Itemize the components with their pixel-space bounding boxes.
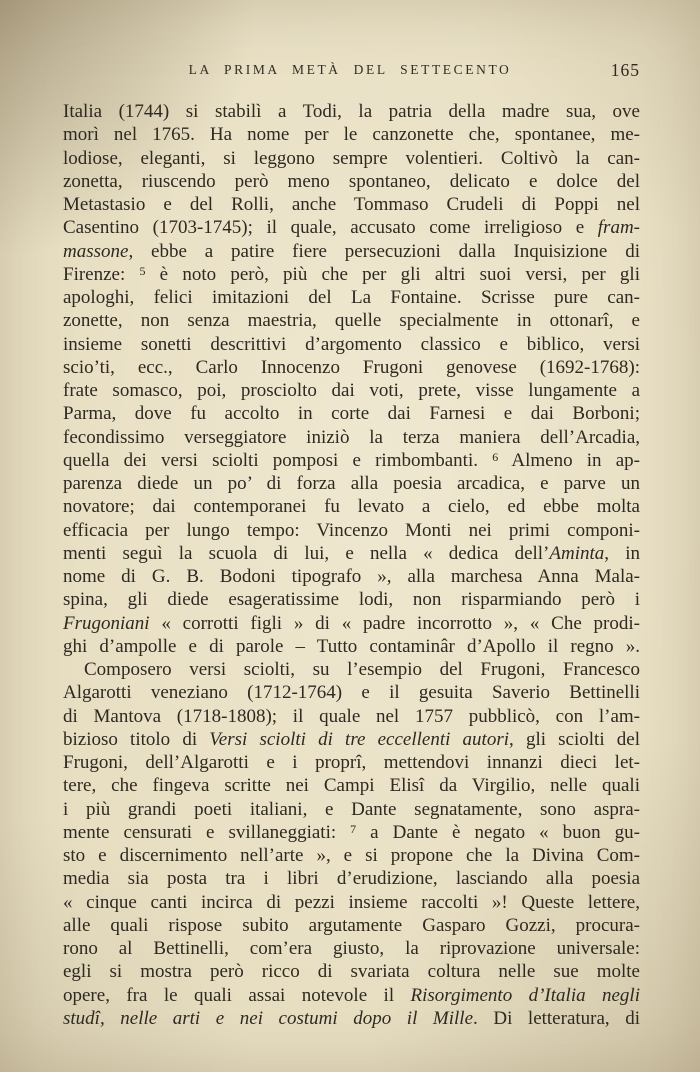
text-segment: Almeno in ap- — [498, 449, 641, 471]
text-segment: tere, che fingeva scritte nei Campi Elisî da Virgilio, nelle quali — [63, 775, 640, 797]
text-segment: , gli sciolti del — [509, 728, 640, 750]
italic-text: Aminta — [549, 542, 605, 564]
text-line — [63, 635, 640, 658]
text-line — [63, 728, 640, 751]
text-segment: Algarotti veneziano (1712-1764) e il gesuita Saverio Bettinelli — [63, 682, 640, 704]
text-line — [63, 867, 640, 890]
text-line — [63, 472, 640, 495]
italic-text: fram- — [597, 217, 640, 239]
footnote-marker: 6 — [492, 449, 499, 464]
text-line — [63, 495, 640, 518]
text-segment: frate somasco, poi, prosciolto dai voti, prete, visse lungamente a — [63, 380, 640, 401]
text-line — [63, 844, 640, 867]
text-segment: fecondissimo verseggiatore iniziò la terza maniera dell’Arcadia, — [63, 426, 640, 448]
text-segment: , ebbe a patire fiere persecuzioni dalla Inquisizione di — [128, 240, 640, 262]
text-line — [63, 1007, 640, 1030]
text-line — [63, 263, 640, 286]
text-line — [63, 658, 640, 681]
text-line — [63, 984, 640, 1007]
italic-text: Frugoniani — [63, 612, 150, 634]
text-line — [63, 588, 640, 611]
text-segment: zonette, non senza maestria, quelle specialmente in ottonarî, e — [63, 310, 640, 332]
text-line — [63, 542, 640, 565]
footnote-marker: 7 — [350, 821, 357, 836]
text-line — [63, 519, 640, 542]
text-segment: efficacia per lungo tempo: Vincenzo Monti nei primi componi- — [63, 519, 640, 541]
text-line — [63, 960, 640, 983]
text-segment: è noto però, più che per gli altri suoi versi, per gli — [145, 263, 640, 285]
text-segment: Metastasio e del Rolli, anche Tommaso Crudeli di Poppi nel — [63, 194, 640, 215]
text-segment: Frugoni, dell’Algarotti e i proprî, mettendovi innanzi dieci let- — [63, 752, 640, 773]
text-segment: media sia posta tra i libri d’erudizione, lasciando alla poesia — [63, 868, 640, 890]
text-segment: i più grandi poeti italiani, e Dante segnatamente, sono aspra- — [63, 798, 640, 820]
text-segment: apologhi, felici imitazioni del La Fontaine. Scrisse pure can- — [63, 287, 640, 308]
text-segment: morì nel 1765. Ha nome per le canzonette che, spontanee, me- — [63, 124, 640, 146]
text-segment: parenza diede un po’ di forza alla poesia arcadica, e parve un — [63, 473, 640, 494]
text-line — [63, 216, 640, 239]
text-line — [63, 681, 640, 704]
italic-text: massone — [63, 240, 129, 262]
text-line — [63, 240, 640, 263]
text-segment: Casentino (1703-1745); il quale, accusato come irreligioso e — [63, 217, 598, 239]
text-segment: Italia (1744) si stabilì a Todi, la patria della madre sua, ove — [63, 101, 640, 122]
text-line — [63, 123, 640, 146]
text-segment: quella dei versi sciolti pomposi e rimbombanti. — [63, 449, 493, 471]
text-segment: di Mantova (1718-1808); il quale nel 1757 pubblicò, con l’am- — [63, 705, 640, 727]
text-line — [63, 402, 640, 425]
text-segment: novatore; dai contemporanei fu levato a cielo, ed ebbe molta — [63, 496, 640, 518]
text-segment: spina, gli diede esageratissime lodi, non risparmiando però i — [63, 589, 640, 611]
text-line — [63, 705, 640, 728]
text-segment: sto e discernimento nell’arte », e si propone che la Divina Com- — [63, 845, 640, 866]
text-segment: insieme sonetti descrittivi d’argomento classico e biblico, versi — [63, 333, 640, 355]
text-line — [63, 193, 640, 216]
text-segment: mente censurati e svillaneggiati: — [63, 821, 351, 843]
text-segment: ghi d’ampolle e di parole – Tutto contaminâr d’Apollo il regno ». — [63, 635, 640, 657]
text-segment: scio’ti, ecc., Carlo Innocenzo Frugoni genovese (1692-1768): — [63, 356, 640, 378]
italic-text: Risorgimento d’Italia negli — [410, 984, 640, 1006]
paragraph — [63, 658, 640, 1030]
text-segment: zonetta, riuscendo però meno spontaneo, delicato e dolce del — [63, 170, 640, 192]
text-line — [63, 426, 640, 449]
text-line — [63, 356, 640, 379]
italic-text: studî, nelle arti e nei costumi dopo il Mille — [63, 1007, 474, 1029]
running-title: LA PRIMA METÀ DEL SETTECENTO — [188, 62, 512, 77]
text-line — [63, 170, 640, 193]
text-segment: lodiose, eleganti, si leggono sempre volentieri. Coltivò la can- — [63, 147, 640, 169]
text-segment: , in — [604, 542, 641, 564]
text-line — [63, 798, 640, 821]
text-segment: alle quali rispose subito argutamente Gasparo Gozzi, procura- — [63, 914, 640, 936]
text-line — [63, 774, 640, 797]
text-line — [63, 612, 640, 635]
text-segment: « cinque canti incirca di pezzi insieme raccolti »! Queste lettere, — [63, 891, 640, 913]
paragraph — [63, 100, 640, 658]
text-segment: . Di letteratura, di — [473, 1007, 641, 1029]
text-segment: rono al Bettinelli, com’era giusto, la riprovazione universale: — [63, 938, 640, 959]
text-segment: bizioso titolo di — [63, 728, 210, 750]
text-segment: nome di G. B. Bodoni tipografo », alla marchesa Anna Mala- — [63, 566, 640, 587]
text-line — [63, 286, 640, 309]
text-segment: Parma, dove fu accolto in corte dai Farnesi e dai Borboni; — [63, 403, 640, 425]
text-line — [63, 100, 640, 123]
text-segment: Firenze: — [63, 263, 140, 285]
text-line — [63, 333, 640, 356]
text-block — [63, 100, 640, 1030]
text-line — [63, 147, 640, 170]
running-head — [60, 62, 640, 84]
text-line — [63, 565, 640, 588]
text-segment: « corrotti figli » di « padre incorrotto », « Che prodi- — [149, 612, 640, 634]
text-segment: opere, fra le quali assai notevole il — [63, 984, 411, 1006]
text-line — [63, 751, 640, 774]
italic-text: Versi sciolti di tre eccellenti autori — [209, 728, 510, 750]
page-number: 165 — [610, 60, 640, 80]
text-segment: Composero versi sciolti, su l’esempio del Frugoni, Francesco — [84, 659, 640, 680]
text-line — [63, 937, 640, 960]
text-line — [63, 914, 640, 937]
text-line — [63, 891, 640, 914]
text-segment: menti seguì la scuola di lui, e nella « dedica dell’ — [63, 542, 550, 564]
text-line — [63, 309, 640, 332]
text-line — [63, 821, 640, 844]
text-segment: a Dante è negato « buon gu- — [356, 821, 640, 843]
text-segment: egli si mostra però ricco di svariata coltura nelle sue molte — [63, 961, 640, 983]
footnote-marker: 5 — [139, 263, 146, 278]
text-line — [63, 379, 640, 402]
text-line — [63, 449, 640, 472]
